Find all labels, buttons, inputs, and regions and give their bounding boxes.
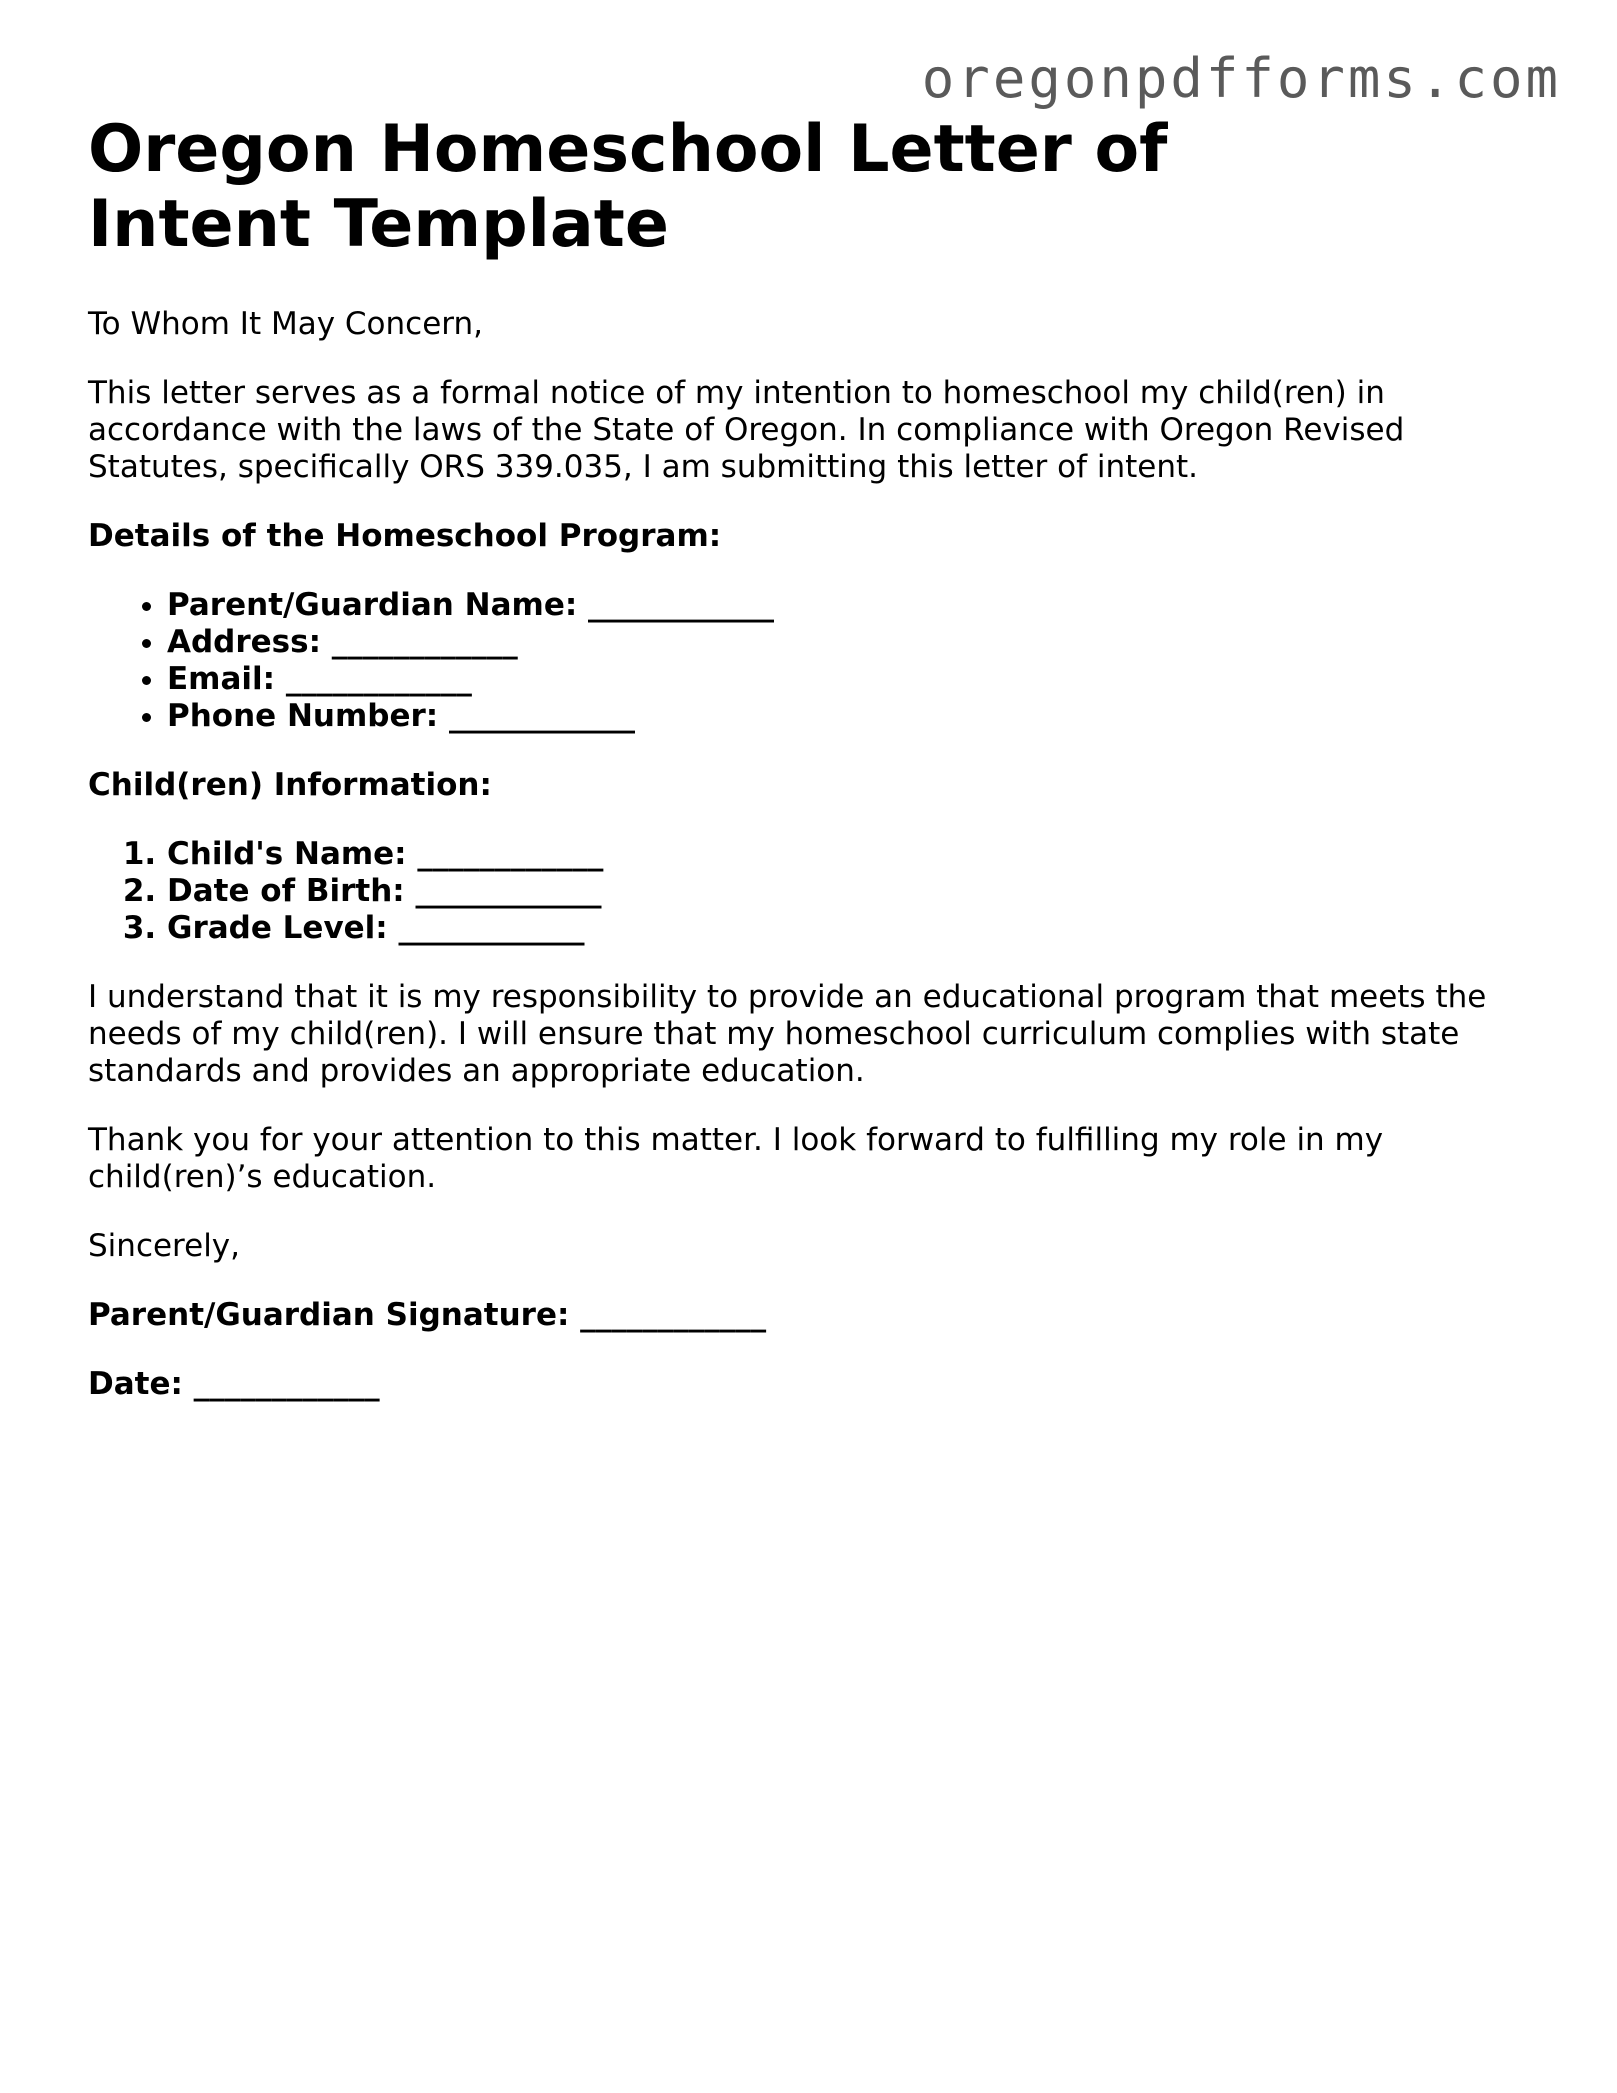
closing: Sincerely, <box>88 1228 241 1264</box>
parent-name-field: • Parent/Guardian Name: ____________ <box>167 587 1528 624</box>
watermark: oregonpdfforms.com <box>921 47 1561 110</box>
grade-level-field: 3. Grade Level: ____________ <box>167 910 1528 947</box>
date-field: Date: ____________ <box>88 1366 380 1402</box>
page-title: Oregon Homeschool Letter of Intent Template <box>88 112 1168 262</box>
thanks-paragraph: Thank you for your attention to this matter. I look forward to fulfilling my role in my child(ren)’s education. <box>88 1122 1384 1195</box>
program-fields-list <box>88 587 1528 735</box>
signature-field: Parent/Guardian Signature: ____________ <box>88 1297 767 1333</box>
program-heading: Details of the Homeschool Program: <box>88 518 722 554</box>
address-field: • Address: ____________ <box>167 624 1528 661</box>
children-heading: Child(ren) Information: <box>88 767 492 803</box>
children-fields-list <box>88 836 1528 947</box>
birth-date-field: 2. Date of Birth: ____________ <box>167 873 1528 910</box>
email-field: • Email: ____________ <box>167 661 1528 698</box>
letter-document <box>88 112 1528 1435</box>
child-name-field: 1. Child's Name: ____________ <box>167 836 1528 873</box>
responsibility-paragraph: I understand that it is my responsibility to provide an educational program that meets the needs of my child(ren). I will ensure that my homeschool curriculum complies with state standards and provides an appropriate education. <box>88 979 1487 1089</box>
phone-field: • Phone Number: ____________ <box>167 698 1528 735</box>
intro-paragraph: This letter serves as a formal notice of my intention to homeschool my child(ren) in accordance with the laws of the State of Oregon. In compliance with Oregon Revised Statutes, specifically ORS 339.035, I am submitting this letter of intent. <box>88 375 1405 485</box>
greeting: To Whom It May Concern, <box>88 306 483 342</box>
